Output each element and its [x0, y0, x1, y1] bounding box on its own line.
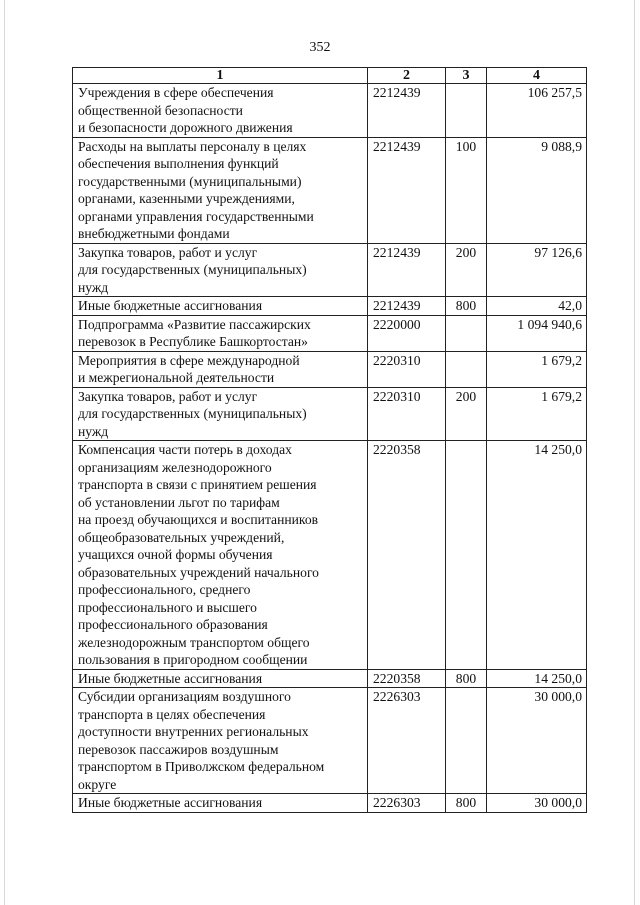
table-row [73, 243, 587, 297]
row-code-cell: 2220358 [368, 669, 446, 688]
row-name-cell: Компенсация части потерь в доходах организациям железнодорожного транспорта в связи с принятием решения об установлении льгот по тарифам на проезд обучающихся и воспитанников общеобразовательных учреждений, учащихся очной формы обучения образовательных учреждений начального профессионального, среднего профессионального и высшего профессионального образования железнодорожным транспортом общего пользования в пригородном сообщении [73, 441, 368, 670]
row-code-cell: 2220358 [368, 441, 446, 670]
row-amount-cell: 97 126,6 [487, 243, 587, 297]
table-row [73, 669, 587, 688]
row-code-cell: 2212439 [368, 243, 446, 297]
column-header-code: 2 [368, 68, 446, 84]
table-header-row [73, 68, 587, 84]
row-amount-cell: 1 679,2 [487, 351, 587, 387]
row-type-cell: 800 [446, 669, 487, 688]
table-row [73, 351, 587, 387]
table-row [73, 688, 587, 794]
row-name-cell: Иные бюджетные ассигнования [73, 297, 368, 316]
row-name-cell: Подпрограмма «Развитие пассажирских перевозок в Республике Башкортостан» [73, 315, 368, 351]
row-type-cell: 100 [446, 137, 487, 243]
column-header-amount: 4 [487, 68, 587, 84]
column-header-name: 1 [73, 68, 368, 84]
scan-edge-right [634, 0, 635, 905]
row-name-cell: Расходы на выплаты персоналу в целях обеспечения выполнения функций государственными (муниципальными) органами, казенными учреждениями, органами управления государственными внебюджетными фондами [73, 137, 368, 243]
scan-edge-left [4, 0, 5, 905]
table-row [73, 137, 587, 243]
row-amount-cell: 1 094 940,6 [487, 315, 587, 351]
row-type-cell [446, 441, 487, 670]
row-code-cell: 2220310 [368, 387, 446, 441]
table-row [73, 794, 587, 813]
row-type-cell: 200 [446, 243, 487, 297]
row-amount-cell: 42,0 [487, 297, 587, 316]
row-code-cell: 2220000 [368, 315, 446, 351]
row-amount-cell: 14 250,0 [487, 669, 587, 688]
table-row [73, 84, 587, 138]
row-amount-cell: 106 257,5 [487, 84, 587, 138]
table-row [73, 387, 587, 441]
row-type-cell [446, 351, 487, 387]
row-amount-cell: 9 088,9 [487, 137, 587, 243]
row-name-cell: Закупка товаров, работ и услуг для государственных (муниципальных) нужд [73, 387, 368, 441]
row-code-cell: 2212439 [368, 297, 446, 316]
row-type-cell: 200 [446, 387, 487, 441]
table-body [73, 84, 587, 813]
row-code-cell: 2226303 [368, 794, 446, 813]
table-row [73, 441, 587, 670]
row-name-cell: Субсидии организациям воздушного транспорта в целях обеспечения доступности внутренних региональных перевозок пассажиров воздушным транспортом в Приволжском федеральном округе [73, 688, 368, 794]
row-type-cell: 800 [446, 297, 487, 316]
row-amount-cell: 14 250,0 [487, 441, 587, 670]
row-code-cell: 2226303 [368, 688, 446, 794]
row-code-cell: 2212439 [368, 137, 446, 243]
row-type-cell [446, 84, 487, 138]
row-amount-cell: 30 000,0 [487, 794, 587, 813]
row-type-cell [446, 688, 487, 794]
row-name-cell: Закупка товаров, работ и услуг для государственных (муниципальных) нужд [73, 243, 368, 297]
row-amount-cell: 30 000,0 [487, 688, 587, 794]
row-type-cell [446, 315, 487, 351]
row-name-cell: Иные бюджетные ассигнования [73, 794, 368, 813]
row-name-cell: Мероприятия в сфере международной и межрегиональной деятельности [73, 351, 368, 387]
page-number: 352 [309, 40, 331, 55]
budget-table [72, 67, 587, 813]
row-code-cell: 2220310 [368, 351, 446, 387]
row-name-cell: Иные бюджетные ассигнования [73, 669, 368, 688]
row-amount-cell: 1 679,2 [487, 387, 587, 441]
row-code-cell: 2212439 [368, 84, 446, 138]
row-name-cell: Учреждения в сфере обеспечения общественной безопасности и безопасности дорожного движения [73, 84, 368, 138]
column-header-type: 3 [446, 68, 487, 84]
table-row [73, 315, 587, 351]
row-type-cell: 800 [446, 794, 487, 813]
table-row [73, 297, 587, 316]
